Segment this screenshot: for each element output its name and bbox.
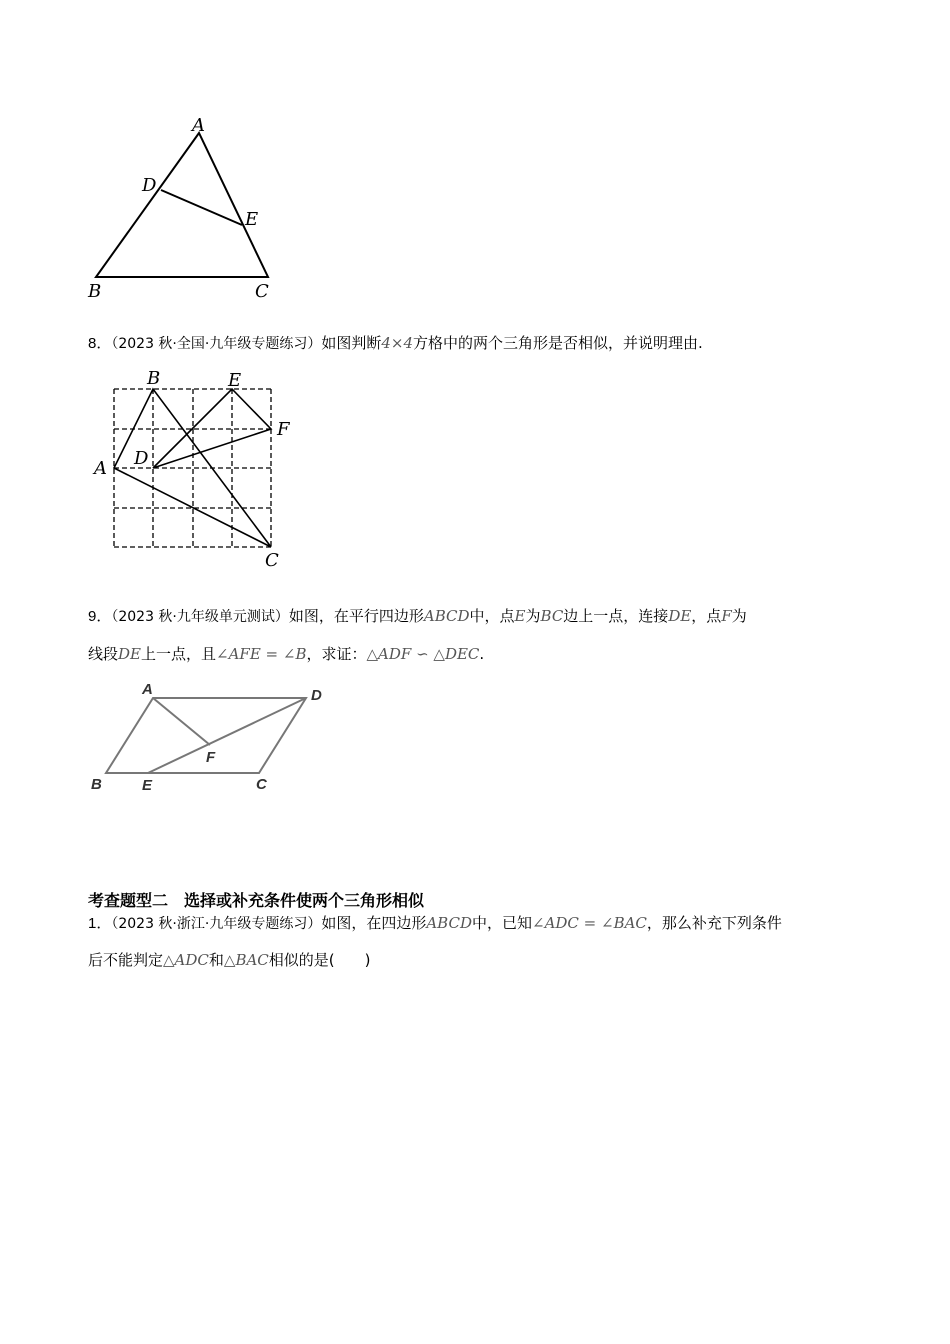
label-a: A	[192, 115, 205, 136]
question-text: 如图，在四边形	[321, 914, 427, 932]
math-expression: ABCD	[423, 607, 470, 625]
label-a: A	[142, 681, 153, 698]
math-expression: BC	[540, 607, 564, 625]
label-f: F	[277, 419, 290, 440]
question-1-line-1	[88, 912, 782, 935]
question-9-line-2	[88, 643, 484, 665]
math-expression: DE	[118, 645, 141, 663]
math-expression: △BAC	[223, 951, 269, 969]
question-text: 线段	[88, 645, 119, 663]
question-number: 9．	[88, 608, 112, 625]
math-expression: ∠ADC = ∠BAC	[532, 914, 647, 932]
math-expression: 4×4	[381, 334, 413, 352]
question-source: （2023 秋·全国·九年级专题练习）	[111, 336, 322, 352]
question-text: 中，已知	[471, 914, 532, 932]
label-b: B	[147, 368, 161, 389]
math-expression: F	[721, 607, 732, 625]
label-e: E	[245, 209, 259, 230]
question-text: ，那么补充下列条件	[646, 914, 782, 932]
math-expression: △ADC	[163, 951, 209, 969]
question-text: 和	[208, 951, 224, 969]
label-f: F	[206, 749, 216, 766]
figure-parallelogram	[85, 675, 335, 800]
question-8	[88, 332, 703, 355]
label-d: D	[134, 448, 149, 469]
math-expression: DE	[668, 607, 692, 625]
label-d: D	[142, 175, 157, 196]
label-d: D	[311, 687, 322, 704]
question-text: 后不能判定	[88, 951, 164, 969]
label-b: B	[91, 776, 102, 793]
question-text: ，点	[691, 607, 722, 625]
section-title: 考查题型二 选择或补充条件使两个三角形相似	[88, 891, 425, 910]
question-text: .	[479, 645, 485, 663]
label-a: A	[94, 458, 107, 479]
question-text: 相似的是( )	[268, 951, 371, 969]
question-text: 方格中的两个三角形是否相似，并说明理由.	[413, 334, 703, 352]
label-c: C	[256, 776, 267, 793]
question-text: ，求证：	[306, 645, 367, 663]
segment-af	[153, 698, 210, 745]
label-c: C	[265, 550, 279, 570]
question-source: （2023 秋·九年级单元测试）	[111, 609, 289, 625]
triangle-abc	[96, 133, 268, 277]
label-c: C	[255, 281, 269, 302]
question-text: 如图判断	[321, 334, 382, 352]
label-b: B	[88, 281, 102, 302]
figure-triangle-abc	[80, 110, 290, 305]
math-expression: ABCD	[426, 914, 472, 932]
question-number: 8．	[88, 335, 112, 352]
question-text: 中，点	[469, 607, 515, 625]
figure-grid-triangles	[88, 365, 298, 570]
question-number: 1．	[88, 915, 112, 932]
question-text: 为	[525, 607, 541, 625]
question-1-line-2	[88, 949, 371, 971]
question-9-line-1	[88, 605, 747, 628]
question-text: 如图，在平行四边形	[288, 607, 424, 625]
math-expression: ∠AFE = ∠B	[216, 645, 307, 663]
question-source: （2023 秋·浙江·九年级专题练习）	[111, 916, 322, 932]
label-e: E	[228, 370, 242, 391]
question-text: 为	[731, 607, 747, 625]
question-text: 边上一点，连接	[563, 607, 669, 625]
question-text: 上一点，且	[141, 645, 217, 663]
math-expression: △ADF ∽ △DEC	[366, 645, 480, 663]
math-expression: E	[514, 607, 526, 625]
label-e: E	[142, 777, 153, 794]
